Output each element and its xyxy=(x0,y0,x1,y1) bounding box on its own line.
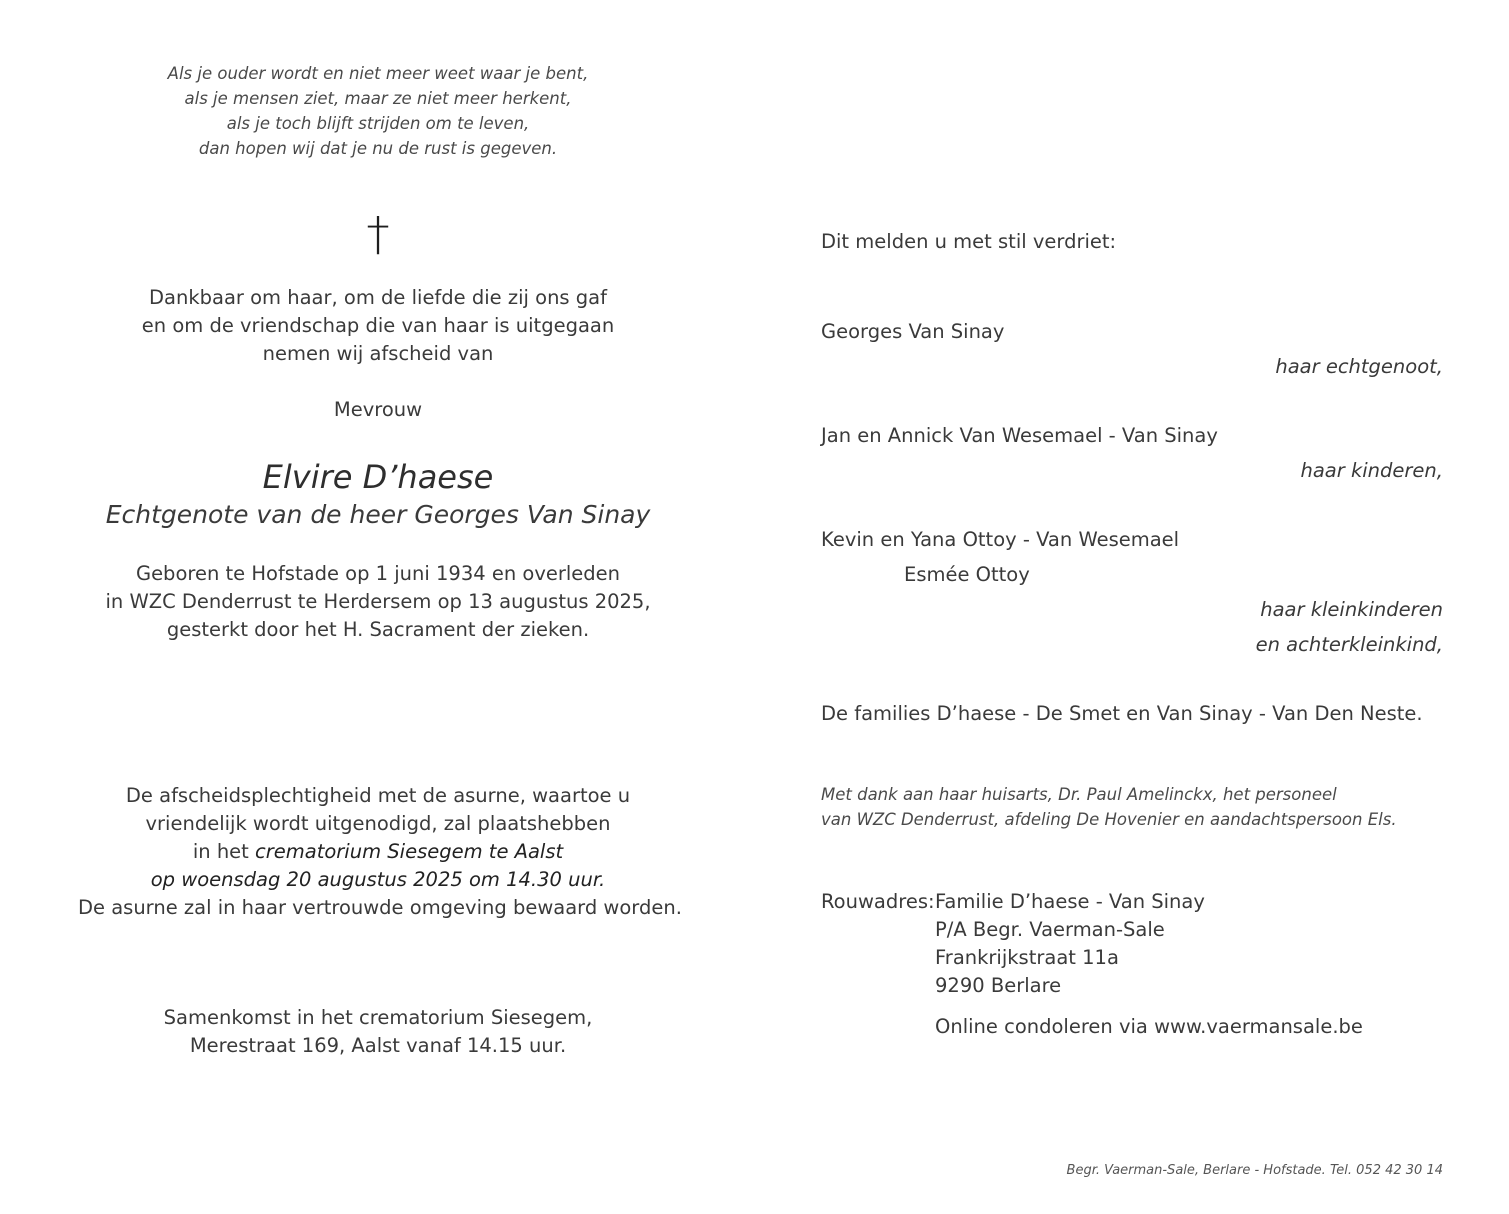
honorific: Mevrouw xyxy=(333,398,423,421)
address-line: P/A Begr. Vaerman-Sale xyxy=(935,918,1165,941)
ceremony-line: vriendelijk wordt uitgenodigd, zal plaatshebben xyxy=(145,812,611,835)
poem xyxy=(78,61,678,161)
address-line: Frankrijkstraat 11a xyxy=(935,946,1119,969)
birth-death-line: Geboren te Hofstade op 1 juni 1934 en overleden xyxy=(135,562,621,585)
grandchildren-role: haar kleinkinderen xyxy=(1260,598,1443,621)
greatgrandchild-role: en achterkleinkind, xyxy=(1255,633,1443,656)
announcement: Dit melden u met stil verdriet: xyxy=(821,230,1117,253)
gratitude-line: en om de vriendschap die van haar is uitgegaan xyxy=(141,314,615,337)
gathering-line: Merestraat 169, Aalst vanaf 14.15 uur. xyxy=(189,1034,567,1057)
ceremony-text xyxy=(78,782,682,922)
gratitude-line: Dankbaar om haar, om de liefde die zij ons gaf xyxy=(149,286,607,309)
gratitude-text xyxy=(78,284,678,368)
children-role: haar kinderen, xyxy=(1300,459,1443,482)
poem-line: als je mensen ziet, maar ze niet meer herkent, xyxy=(184,89,572,108)
deceased-name: Elvire D’haese xyxy=(262,458,494,496)
address-label: Rouwadres: xyxy=(821,890,935,913)
children-names: Jan en Annick Van Wesemael - Van Sinay xyxy=(821,424,1218,447)
ceremony-location-prefix: in het xyxy=(192,840,256,863)
poem-line: Als je ouder wordt en niet meer weet waar je bent, xyxy=(167,64,589,83)
birth-death-line: gesterkt door het H. Sacrament der zieken. xyxy=(166,618,590,641)
thanks-note xyxy=(821,782,1443,832)
grandchildren-names: Kevin en Yana Ottoy - Van Wesemael xyxy=(821,528,1180,551)
spouse-role: haar echtgenoot, xyxy=(1275,355,1443,378)
address-line: 9290 Berlare xyxy=(935,974,1062,997)
gratitude-line: nemen wij afscheid van xyxy=(262,342,494,365)
poem-line: als je toch blijft strijden om te leven, xyxy=(226,114,530,133)
ceremony-line: De asurne zal in haar vertrouwde omgeving bewaard worden. xyxy=(78,896,682,919)
ceremony-line xyxy=(78,838,678,866)
families-line: De families D’haese - De Smet en Van Sinay - Van Den Neste. xyxy=(821,702,1423,725)
address-line: Familie D’haese - Van Sinay xyxy=(935,890,1205,913)
poem-line: dan hopen wij dat je nu de rust is gegeven. xyxy=(198,139,558,158)
ceremony-location: crematorium Siesegem te Aalst xyxy=(255,840,564,863)
online-condolence: Online condoleren via www.vaermansale.be xyxy=(935,1015,1363,1038)
birth-death-line: in WZC Denderrust te Herdersem op 13 augustus 2025, xyxy=(105,590,651,613)
thanks-note-line: Met dank aan haar huisarts, Dr. Paul Amelinckx, het personeel xyxy=(821,785,1337,804)
ceremony-datetime: op woensdag 20 augustus 2025 om 14.30 uur. xyxy=(150,868,606,891)
footer-credit: Begr. Vaerman-Sale, Berlare - Hofstade. Tel. 052 42 30 14 xyxy=(1066,1163,1443,1178)
cross-icon: † xyxy=(366,207,390,261)
address-block xyxy=(935,888,1205,1000)
deceased-subtitle: Echtgenote van de heer Georges Van Sinay xyxy=(105,500,651,529)
greatgrandchild-name: Esmée Ottoy xyxy=(904,563,1030,586)
ceremony-line: De afscheidsplechtigheid met de asurne, waartoe u xyxy=(125,784,631,807)
gathering-line: Samenkomst in het crematorium Siesegem, xyxy=(163,1006,593,1029)
spouse-name: Georges Van Sinay xyxy=(821,320,1005,343)
gathering-text xyxy=(78,1004,678,1060)
birth-death-text xyxy=(78,560,678,644)
thanks-note-line: van WZC Denderrust, afdeling De Hovenier en aandachtspersoon Els. xyxy=(821,810,1397,829)
